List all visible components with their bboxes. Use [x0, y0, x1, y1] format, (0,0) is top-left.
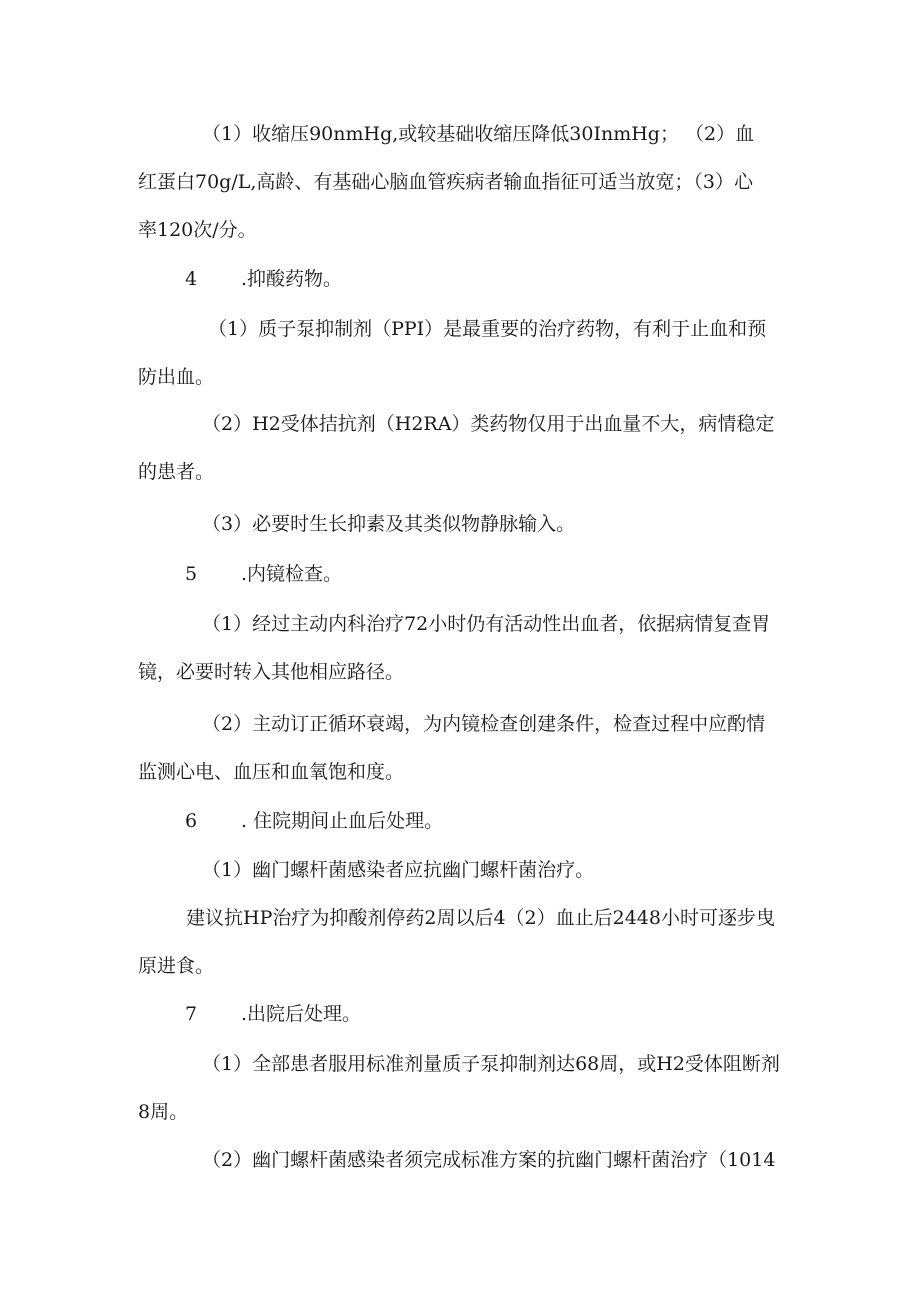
line: 红蛋白70g/L,高龄、有基础心脑血管疾病者输血指征可适当放宽；（3）心 [138, 171, 753, 193]
section-title: .内镜检查。 [241, 563, 343, 585]
paragraph-endoscopy-recheck [138, 600, 784, 696]
paragraph-hp-treatment-diet [138, 894, 784, 990]
section-heading-6 [185, 797, 443, 845]
line: （1）全部患者服用标准剂量质子泵抑制剂达68周，或H2受体阻断剂 [202, 1053, 780, 1075]
line: 防出血。 [138, 366, 215, 388]
section-heading-4 [185, 255, 342, 303]
line: 监测心电、血压和血氧饱和度。 [138, 761, 405, 783]
paragraph-hp-infection [138, 846, 784, 894]
line: 原进食。 [138, 955, 215, 977]
section-title: .抑酸药物。 [241, 268, 343, 290]
section-number: 4 [185, 268, 198, 290]
line: 镜，必要时转入其他相应路径。 [138, 661, 405, 683]
section-title: . 住院期间止血后处理。 [241, 810, 444, 832]
line: （1）质子泵抑制剂（PPI）是最重要的治疗药物，有利于止血和预 [208, 318, 767, 340]
text: （1）收缩压90nmHg,或较基础收缩压降低30InmHg； [202, 123, 679, 145]
section-number: 6 [185, 810, 198, 832]
line: （2）H2受体拮抗剂（H2RA）类药物仅用于出血量不大，病情稳定 [202, 413, 775, 435]
section-title: .出院后处理。 [241, 1003, 362, 1025]
paragraph-blood-transfusion-criteria [138, 110, 784, 254]
line: 的患者。 [138, 461, 215, 483]
text: （2）血 [685, 123, 755, 145]
section-heading-5 [185, 550, 342, 598]
paragraph-hp-standard-regimen [138, 1136, 784, 1184]
line: 率120次/分。 [138, 219, 257, 241]
line [138, 110, 784, 158]
paragraph-ppi [138, 305, 784, 401]
paragraph-circulation-monitoring [138, 700, 784, 796]
line: 建议抗HP治疗为抑酸剂停药2周以后4（2）血止后2448小时可逐步曳 [186, 907, 775, 929]
paragraph-h2ra [138, 400, 784, 496]
section-number: 7 [185, 1003, 198, 1025]
paragraph-ppi-maintenance [138, 1040, 784, 1136]
line: （1）幽门螺杆菌感染者应抗幽门螺杆菌治疗。 [202, 859, 595, 881]
line: 8周。 [138, 1101, 189, 1123]
line: （2）主动订正循环衰竭，为内镜检查创建条件，检查过程中应酌情 [202, 713, 766, 735]
section-number: 5 [185, 563, 198, 585]
paragraph-somatostatin [138, 500, 784, 548]
line: （1）经过主动内科治疗72小时仍有活动性出血者，依据病情复查胃 [202, 613, 771, 635]
line: （2）幽门螺杆菌感染者须完成标准方案的抗幽门螺杆菌治疗（1014 [202, 1149, 776, 1171]
line: （3）必要时生长抑素及其类似物静脉输入。 [202, 513, 576, 535]
section-heading-7 [185, 990, 361, 1038]
